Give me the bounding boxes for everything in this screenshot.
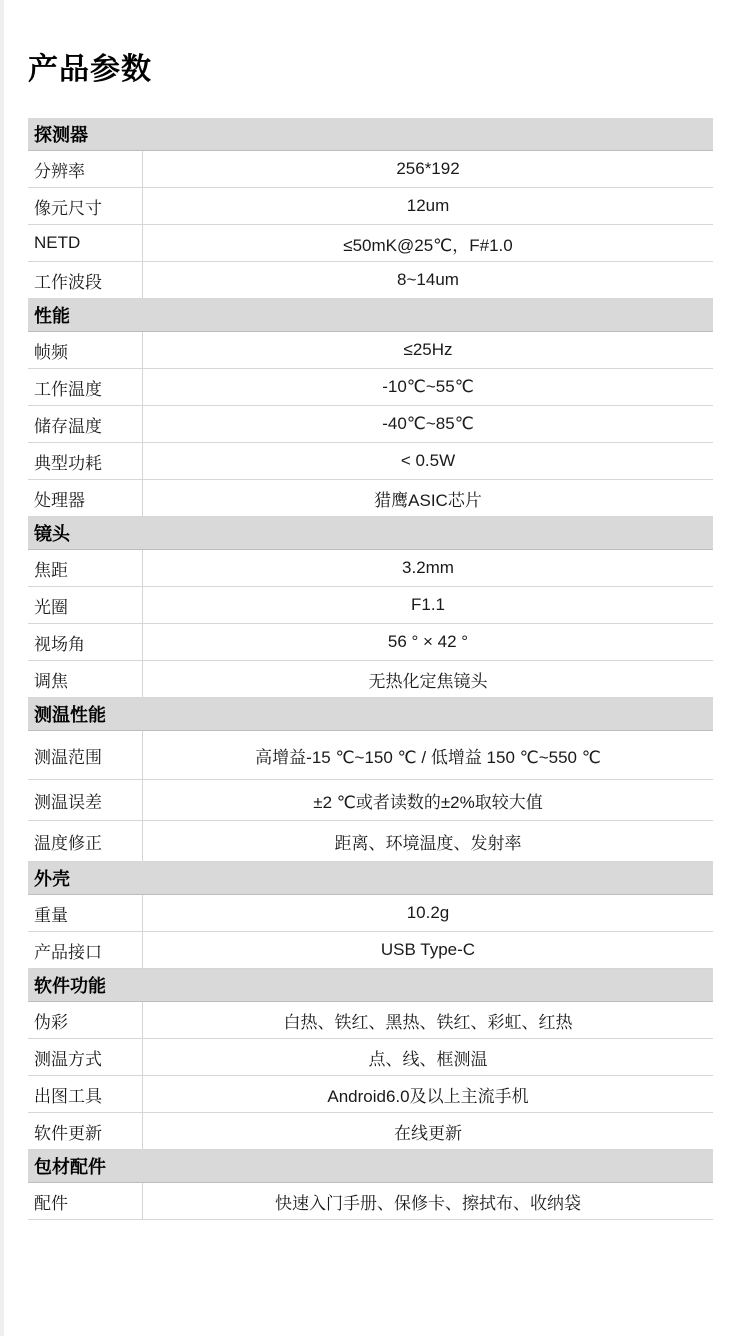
spec-row <box>28 550 713 587</box>
spec-row-label: 温度修正 <box>34 833 102 853</box>
spec-row-value: 白热、铁红、黑热、铁红、彩虹、红热 <box>142 1002 713 1038</box>
section-header-label: 软件功能 <box>34 976 106 996</box>
spec-row-label: 像元尺寸 <box>34 198 102 218</box>
spec-row-label: 储存温度 <box>34 416 102 436</box>
section-header-label: 镜头 <box>34 524 70 544</box>
spec-row <box>28 624 713 661</box>
spec-row <box>28 406 713 443</box>
spec-section <box>28 299 713 517</box>
spec-row-label: 伪彩 <box>34 1012 68 1032</box>
spec-row <box>28 480 713 517</box>
page-left-edge <box>0 0 4 1336</box>
spec-row <box>28 225 713 262</box>
spec-row <box>28 1183 713 1220</box>
spec-row-label: 分辨率 <box>34 161 85 181</box>
spec-row <box>28 587 713 624</box>
spec-row-label: 典型功耗 <box>34 453 102 473</box>
spec-row-value: 12um <box>142 188 713 224</box>
spec-row <box>28 188 713 225</box>
section-header-label: 包材配件 <box>34 1157 106 1177</box>
spec-section <box>28 517 713 698</box>
spec-row-label: NETD <box>34 233 81 252</box>
spec-table <box>28 118 713 1220</box>
section-header-label: 性能 <box>34 306 70 326</box>
spec-row-label: 光圈 <box>34 597 68 617</box>
spec-row-value: 56 ° × 42 ° <box>142 624 713 660</box>
spec-section <box>28 862 713 969</box>
spec-row <box>28 1039 713 1076</box>
spec-row-value: ≤25Hz <box>142 332 713 368</box>
spec-row <box>28 821 713 862</box>
spec-row <box>28 443 713 480</box>
spec-row <box>28 151 713 188</box>
spec-row-value: 点、线、框测温 <box>142 1039 713 1075</box>
section-header <box>28 299 713 332</box>
spec-row-value: 10.2g <box>142 895 713 931</box>
spec-row-label: 工作波段 <box>34 272 102 292</box>
spec-row-value: Android6.0及以上主流手机 <box>142 1076 713 1112</box>
spec-section <box>28 969 713 1150</box>
section-header <box>28 969 713 1002</box>
section-header <box>28 862 713 895</box>
spec-row-label: 产品接口 <box>34 942 102 962</box>
spec-row-label: 重量 <box>34 905 68 925</box>
spec-row-label: 焦距 <box>34 560 68 580</box>
spec-row-value: < 0.5W <box>142 443 713 479</box>
page-title: 产品参数 <box>28 53 152 86</box>
section-header-label: 测温性能 <box>34 705 106 725</box>
spec-row <box>28 1002 713 1039</box>
spec-row-value: -10℃~55℃ <box>142 369 713 405</box>
spec-row-label: 处理器 <box>34 490 85 510</box>
spec-row-value: 无热化定焦镜头 <box>142 661 713 697</box>
spec-row-value: 猎鹰ASIC芯片 <box>142 480 713 516</box>
spec-section <box>28 698 713 862</box>
spec-section <box>28 118 713 299</box>
spec-row-value: -40℃~85℃ <box>142 406 713 442</box>
spec-row-value: 3.2mm <box>142 550 713 586</box>
spec-row-label: 测温方式 <box>34 1049 102 1069</box>
spec-row-label: 测温范围 <box>34 747 102 767</box>
spec-row-label: 帧频 <box>34 342 68 362</box>
spec-row-label: 工作温度 <box>34 379 102 399</box>
spec-row-value: 距离、环境温度、发射率 <box>142 821 713 861</box>
section-header-label: 外壳 <box>34 869 70 889</box>
section-header <box>28 698 713 731</box>
spec-row-value: ±2 ℃或者读数的±2%取较大值 <box>142 780 713 820</box>
section-header-label: 探测器 <box>34 125 88 145</box>
spec-row-label: 视场角 <box>34 634 85 654</box>
spec-row <box>28 1113 713 1150</box>
spec-row-label: 软件更新 <box>34 1123 102 1143</box>
spec-row-value: 8~14um <box>142 262 713 298</box>
section-header <box>28 118 713 151</box>
spec-row-value: F1.1 <box>142 587 713 623</box>
spec-row <box>28 780 713 821</box>
spec-row <box>28 332 713 369</box>
spec-row <box>28 1076 713 1113</box>
spec-row-value: ≤50mK@25℃，F#1.0 <box>142 225 713 261</box>
spec-row <box>28 731 713 780</box>
spec-row-value: 在线更新 <box>142 1113 713 1149</box>
spec-row <box>28 369 713 406</box>
spec-row <box>28 262 713 299</box>
spec-row <box>28 895 713 932</box>
section-header <box>28 517 713 550</box>
spec-row-label: 调焦 <box>34 671 68 691</box>
spec-row-value: 高增益-15 ℃~150 ℃ / 低增益 150 ℃~550 ℃ <box>142 731 713 779</box>
section-header <box>28 1150 713 1183</box>
spec-row <box>28 932 713 969</box>
spec-row-value: USB Type-C <box>142 932 713 968</box>
spec-row-label: 出图工具 <box>34 1086 102 1106</box>
spec-row-label: 测温误差 <box>34 792 102 812</box>
spec-row-value: 快速入门手册、保修卡、擦拭布、收纳袋 <box>142 1183 713 1219</box>
spec-section <box>28 1150 713 1220</box>
spec-row-value: 256*192 <box>142 151 713 187</box>
spec-row-label: 配件 <box>34 1193 68 1213</box>
spec-row <box>28 661 713 698</box>
